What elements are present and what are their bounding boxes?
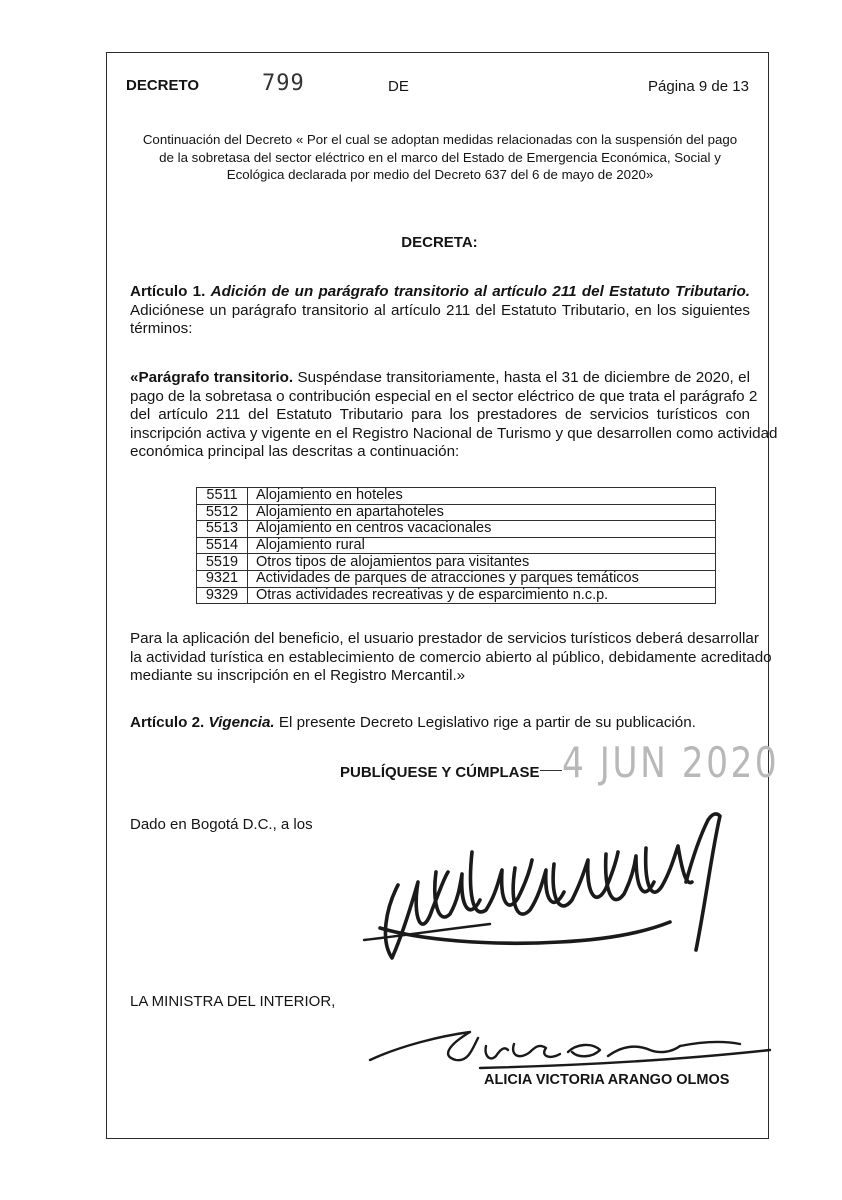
dado-en-text: Dado en Bogotá D.C., a los bbox=[130, 816, 313, 833]
continuation-line: de la sobretasa del sector eléctrico en el marco del Estado de Emergencia Económica, Social y bbox=[159, 149, 721, 165]
article-1-line: Adiciónese un parágrafo transitorio al artículo 211 del Estatuto Tributario, en los siguientes bbox=[130, 301, 750, 319]
activity-code: 5514 bbox=[197, 537, 248, 554]
table-row bbox=[197, 504, 716, 521]
activity-code: 5511 bbox=[197, 488, 248, 505]
paragrafo-label: «Parágrafo transitorio. bbox=[130, 369, 294, 386]
publiquese-heading: PUBLÍQUESE Y CÚMPLASE bbox=[340, 764, 540, 781]
page-number: Página 9 de 13 bbox=[648, 78, 749, 95]
activity-description: Alojamiento rural bbox=[248, 537, 716, 554]
table-row bbox=[197, 587, 716, 604]
date-underline bbox=[540, 770, 562, 771]
article-1-line: términos: bbox=[130, 320, 193, 337]
paragrafo-line: inscripción activa y vigente en el Registro Nacional de Turismo y que desarrollen como actividad bbox=[130, 424, 778, 442]
date-stamp: 4 JUN 2020 bbox=[562, 738, 780, 787]
application-line: la actividad turística en establecimiento de comercio abierto al público, debidamente acreditado bbox=[130, 648, 772, 666]
decreto-number: 799 bbox=[262, 71, 305, 96]
table-row bbox=[197, 488, 716, 505]
article-2-heading: Vigencia. bbox=[208, 714, 275, 731]
table-row bbox=[197, 570, 716, 587]
activities-table bbox=[196, 487, 716, 604]
continuation-line: Continuación del Decreto « Por el cual se adoptan medidas relacionadas con la suspensión del pago bbox=[142, 132, 738, 147]
decreta-title: DECRETA: bbox=[401, 234, 478, 251]
decreto-label: DECRETO bbox=[126, 77, 200, 94]
activity-code: 9321 bbox=[197, 570, 248, 587]
continuation-text bbox=[130, 131, 750, 184]
paragrafo-transitorio bbox=[130, 369, 778, 462]
article-2-label: Artículo 2. bbox=[130, 714, 205, 731]
paragrafo-line: pago de la sobretasa o contribución especial en el sector eléctrico de que trata el parágrafo 2 bbox=[130, 387, 758, 405]
activity-code: 5513 bbox=[197, 521, 248, 538]
article-1-heading: Adición de un parágrafo transitorio al artículo 211 del Estatuto Tributario. bbox=[210, 283, 750, 300]
article-2-line bbox=[130, 714, 750, 733]
paragrafo-line: «Parágrafo transitorio. Suspéndase transitoriamente, hasta el 31 de diciembre de 2020, el bbox=[130, 369, 750, 386]
article-1 bbox=[130, 283, 750, 339]
paragrafo-line: económica principal las descritas a continuación: bbox=[130, 443, 460, 460]
activity-description: Alojamiento en apartahoteles bbox=[248, 504, 716, 521]
activity-description: Otros tipos de alojamientos para visitantes bbox=[248, 554, 716, 571]
activity-description: Alojamiento en hoteles bbox=[248, 488, 716, 505]
continuation-line: Ecológica declarada por medio del Decreto 637 del 6 de mayo de 2020» bbox=[226, 167, 654, 182]
table-row bbox=[197, 554, 716, 571]
application-line: mediante su inscripción en el Registro Mercantil.» bbox=[130, 667, 466, 684]
activity-code: 5512 bbox=[197, 504, 248, 521]
table-row bbox=[197, 521, 716, 538]
signature-image bbox=[340, 790, 750, 990]
activity-description: Actividades de parques de atracciones y parques temáticos bbox=[248, 570, 716, 587]
paragrafo-line: del artículo 211 del Estatuto Tributario para los prestadores de servicios turísticos con bbox=[130, 406, 750, 423]
article-2-text: El presente Decreto Legislativo rige a partir de su publicación. bbox=[278, 714, 696, 731]
application-line: Para la aplicación del beneficio, el usuario prestador de servicios turísticos deberá desarrollar bbox=[130, 630, 759, 647]
activity-code: 5519 bbox=[197, 554, 248, 571]
de-label: DE bbox=[388, 78, 409, 95]
activity-description: Otras actividades recreativas y de esparcimiento n.c.p. bbox=[248, 587, 716, 604]
article-1-heading-line bbox=[130, 283, 750, 302]
application-paragraph bbox=[130, 630, 772, 686]
article-2 bbox=[130, 714, 750, 733]
ministra-name: ALICIA VICTORIA ARANGO OLMOS bbox=[484, 1072, 730, 1088]
activity-code: 9329 bbox=[197, 587, 248, 604]
table-row bbox=[197, 537, 716, 554]
activity-description: Alojamiento en centros vacacionales bbox=[248, 521, 716, 538]
ministra-title: LA MINISTRA DEL INTERIOR, bbox=[130, 993, 336, 1010]
article-1-label: Artículo 1. bbox=[130, 283, 206, 300]
